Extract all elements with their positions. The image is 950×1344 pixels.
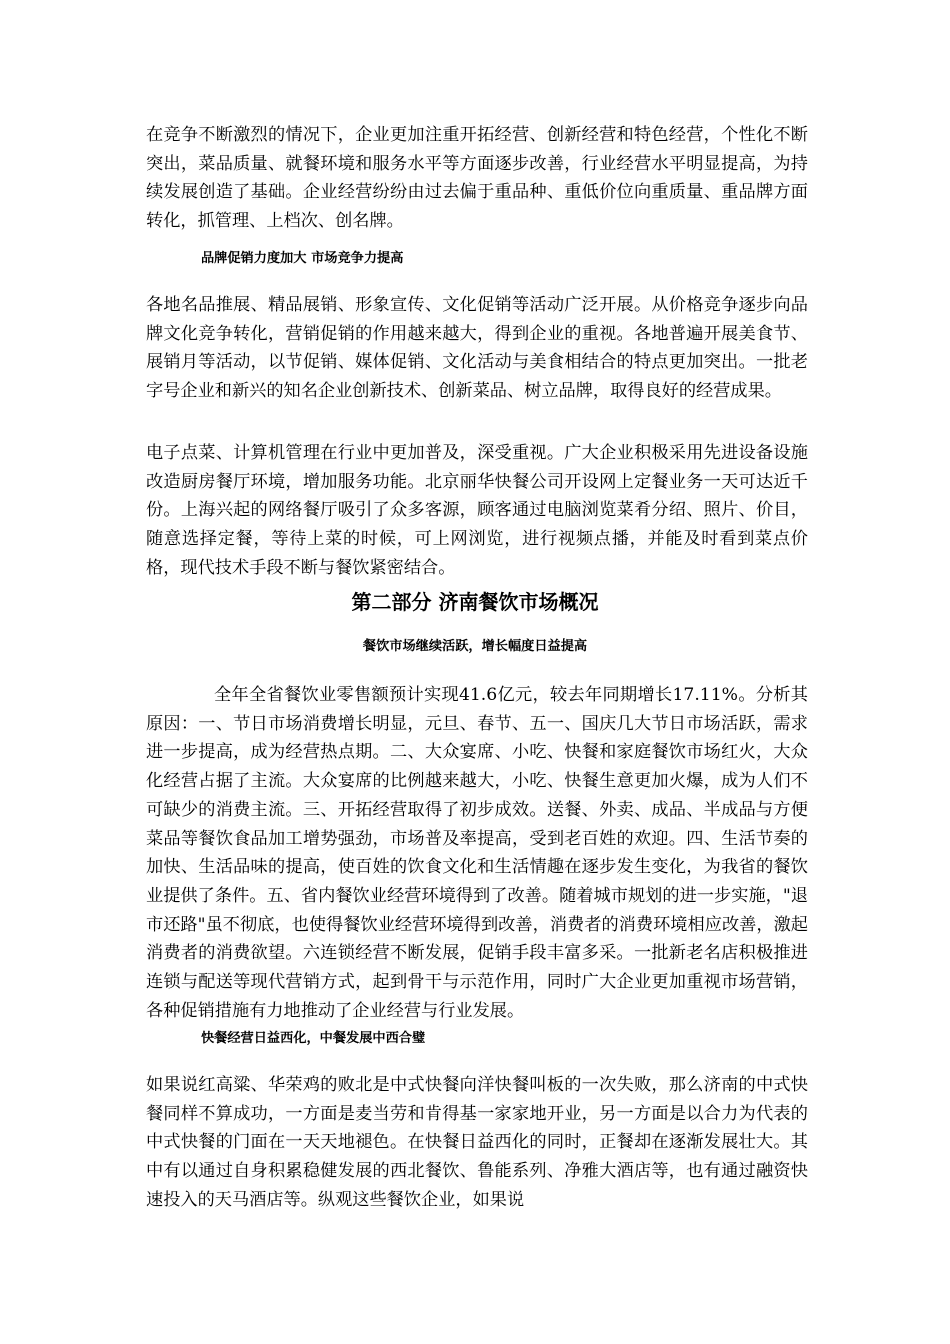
paragraph-market-growth: 全年全省餐饮业零售额预计实现41.6亿元，较去年同期增长17.11%。分析其原因：一、节日市场消费增长明显，元旦、春节、五一、国庆几大节日市场活跃，需求进一步提高，成为经营热点期。二、大众宴席、小吃、快餐和家庭餐饮市场红火，大众化经营占据了主流。大众宴席的比例越来越大，小吃、快餐生意更加火爆，成为人们不可缺少的消费主流。三、开拓经营取得了初步成效。送餐、外卖、成品、半成品与方便菜品等餐饮食品加工增势强劲，市场普及率提高，受到老百姓的欢迎。四、生活节奏的加快、生活品味的提高，使百姓的饮食文化和生活情趣在逐步发生变化，为我省的餐饮业提供了条件。五、省内餐饮业经营环境得到了改善。随着城市规划的进一步实施，"退市还路"虽不彻底，也使得餐饮业经营环境得到改善，消费者的消费环境相应改善，激起消费者的消费欲望。六连锁经营不断发展，促销手段丰富多采。一批新老名店积极推进连锁与配送等现代营销方式，起到骨干与示范作用，同时广大企业更加重视市场营销，各种促销措施有力地推动了企业经营与行业发展。 (146, 685, 808, 1021)
paragraph-brand-promotion: 各地名品推展、精品展销、形象宣传、文化促销等活动广泛开展。从价格竞争逐步向品牌文化竞争转化，营销促销的作用越来越大，得到企业的重视。各地普遍开展美食节、展销月等活动，以节促销、媒体促销、文化活动与美食相结合的特点更加突出。一批老字号企业和新兴的知名企业创新技术、创新菜品、树立品牌，取得良好的经营成果。 (146, 295, 808, 402)
subheading-market-growth: 餐饮市场继续活跃，增长幅度日益提高 (362, 639, 588, 654)
subheading-fast-food: 快餐经营日益西化，中餐发展中西合璧 (201, 1031, 426, 1046)
paragraph-competition: 在竞争不断激烈的情况下，企业更加注重开拓经营、创新经营和特色经营，个性化不断突出，菜品质量、就餐环境和服务水平等方面逐步改善，行业经营水平明显提高，为持续发展创造了基础。企业经营纷纷由过去偏于重品种、重低价位向重质量、重品牌方面转化，抓管理、上档次、创名牌。 (146, 125, 808, 232)
paragraph-electronic-ordering: 电子点菜、计算机管理在行业中更加普及，深受重视。广大企业积极采用先进设备设施改造厨房餐厅环境，增加服务功能。北京丽华快餐公司开设网上定餐业务一天可达近千份。上海兴起的网络餐厅吸引了众多客源，顾客通过电脑浏览菜肴分绍、照片、价目，随意选择定餐，等待上菜的时候，可上网浏览，进行视频点播，并能及时看到菜点价格，现代技术手段不断与餐饮紧密结合。 (146, 443, 808, 578)
subheading-brand-promotion: 品牌促销力度加大 市场竞争力提高 (201, 251, 404, 266)
section-title: 第二部分 济南餐饮市场概况 (351, 590, 599, 614)
paragraph-fast-food: 如果说红高粱、华荣鸡的败北是中式快餐向洋快餐叫板的一次失败，那么济南的中式快餐同样不算成功，一方面是麦当劳和肯得基一家家地开业，另一方面是以合力为代表的中式快餐的门面在一天天地褪色。在快餐日益西化的同时，正餐却在逐渐发展壮大。其中有以通过自身积累稳健发展的西北餐饮、鲁能系列、净雅大酒店等，也有通过融资快速投入的天马酒店等。纵观这些餐饮企业，如果说 (146, 1075, 808, 1210)
